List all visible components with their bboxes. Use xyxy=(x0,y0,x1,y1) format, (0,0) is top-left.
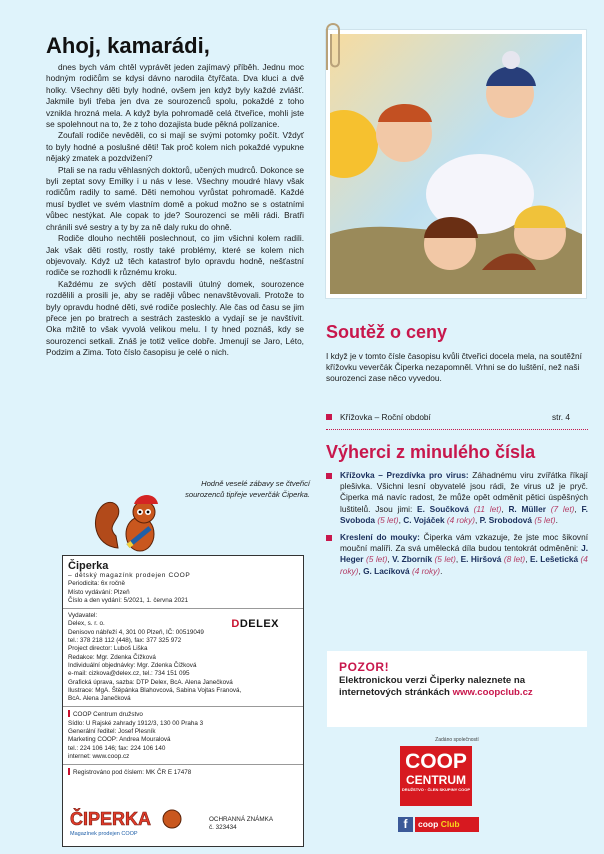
trademark-line: OCHRANNÁ ZNÁMKA xyxy=(209,816,274,823)
logo-tagline: Magazínek prodejen COOP xyxy=(70,831,138,837)
coop-info-line: COOP Centrum družstvo xyxy=(68,710,303,719)
publisher-line: Delex, s. r. o. xyxy=(68,620,105,628)
contest-item xyxy=(326,412,570,422)
story-paragraph: Ptali se na radu věhlasných doktorů, učených mudrců. Dokonce se byli zeptat sovy Emilky i u nás v lese. Všechny moudré hlavy však rodičům radily to samé. Děti nemohou vyrůstat pohromadě. Každé musí bydlet ve svém vlastním domě a pokud možno se s ostatními vůbec nestýkat. Ale copak to jde? Sourozenci se měli rádi. Bratři chránili své sestry a ty by za ně daly ruku do ohně. xyxy=(46,164,304,232)
winner-age: (4 roky) xyxy=(340,554,588,576)
coop-club-logo: coop Club xyxy=(415,817,479,832)
contest-title: Soutěž o ceny xyxy=(326,322,448,342)
winner-name: C. Vojáček xyxy=(403,514,445,525)
contest-page: str. 4 xyxy=(552,412,570,422)
facebook-coopclub-badge[interactable] xyxy=(398,817,476,832)
coop-info-line: Generální ředitel: Josef Plesník xyxy=(68,728,156,736)
story-column xyxy=(46,34,304,359)
winner-name: E. Lešetická xyxy=(529,554,579,565)
winner-age: (7 let) xyxy=(550,503,575,514)
ciperka-logo xyxy=(68,805,186,839)
publisher-line: BcA. Alena Janečková xyxy=(68,695,131,703)
delex-logo-text: DELEX xyxy=(239,618,279,630)
facebook-icon[interactable]: f xyxy=(398,817,413,832)
story-text xyxy=(46,62,304,359)
winner-age: (5 let) xyxy=(365,554,388,565)
imprint-line: Číslo a den vydání: 5/2021, 1. června 2021 xyxy=(68,596,189,604)
winner-name: E. Součková xyxy=(417,503,469,514)
story-title: Ahoj, kamarádi, xyxy=(46,33,210,58)
imprint-line: Místo vydávání: Plzeň xyxy=(68,588,130,596)
coop-tagline: DRUŽSTVO · ČLEN SKUPINY COOP xyxy=(401,787,471,792)
coop-info-line: internet: www.coop.cz xyxy=(68,752,130,760)
publisher-line: Project director: Luboš Liška xyxy=(68,645,148,653)
winner-age: (5 let) xyxy=(434,554,456,565)
contest-item-label: Křížovka – Roční období xyxy=(340,412,431,422)
trademark xyxy=(209,816,273,832)
imprint-brand: Čiperka xyxy=(68,560,109,572)
story-paragraph: dnes bych vám chtěl vyprávět jeden zajímavý příběh. Jednu moc hodným rodičům se kdysi dávno narodila čtyřčata. Dva kluci a dvě holky. Všechny děti byly hodné, ovšem jen když byly každé zvlášť. Jakmile byli třeba jen dva ze sourozenců spolu, pokaždé z toho vznikla hrozná mela. A když byla pohromadě celá čtveřice, mohli jste se spolehnout na to, že z toho dozajista bude pěkná polízanice. xyxy=(46,62,304,130)
divider xyxy=(63,706,303,707)
publisher-line: Ilustrace: MgA. Štěpánka Blahovcová, Sabina Vojtas Franová, xyxy=(68,686,242,694)
winners-heading: Křížovka – Prezdívka pro virus: xyxy=(340,470,469,480)
winner-age: (4 roky) xyxy=(411,565,441,576)
publisher-line: e-mail: cizkova@delex.cz, tel.: 734 151 095 xyxy=(68,670,190,678)
winner-name: G. Lacíková xyxy=(363,565,410,576)
imprint-line: Periodicita: 6x ročně xyxy=(68,580,126,588)
publisher-line: tel.: 378 218 112 (448), fax: 377 325 972 xyxy=(68,637,182,645)
winners-title: Výherci z minulého čísla xyxy=(326,442,536,462)
logo-wordmark: ČIPERKA xyxy=(70,809,152,829)
coop-logo-text: COOP xyxy=(405,750,467,773)
winner-age: (5 let) xyxy=(534,514,556,525)
winners-text: Čiperka vám vzkazuje, že jste moc šikovní mouční malíři. Za svá umělecká díla budou tentokrát odměněni: xyxy=(340,532,589,554)
story-caption: Hodně veselé zábavy se čtveřicí sourozenců tipřeje veverčák Čiperka. xyxy=(185,479,310,499)
winners-item: Křížovka – Prezdívka pro virus: Záhadnému viru zvířátka říkají plešivka. Všichni lesní obyvatelé jsou rádi, že virus už je pryč. Čiperka má navíc radost, že může opět odměnit pětici úspěšných luštitelů. Jsou jimi: E. Součková (11 let), R. Müller (7 let), F. Svoboda (5 let), C. Vojáček (4 roky), P. Srobodová (5 let). xyxy=(326,470,588,526)
winner-age: (4 roky) xyxy=(446,514,475,525)
publisher-line: Individuální objednávky: Mgr. Zdenka Čížková xyxy=(68,661,197,669)
bullet xyxy=(326,535,332,541)
imprint-subtitle: – dětský magazínk prodejen COOP xyxy=(68,572,191,579)
trademark-line: č. 323434 xyxy=(209,824,237,831)
winner-name: E. Hiršová xyxy=(460,554,502,565)
divider xyxy=(63,764,303,765)
publisher-line: Vydavatel: xyxy=(68,612,98,620)
winner-age: (5 let) xyxy=(377,514,399,525)
publisher-line: Redakce: Mgr. Zdenka Čížková xyxy=(68,653,156,661)
winners-text: Záhadnému viru zvířátka říkají plešivka. Všichni lesní obyvatelé jsou rádi, že virus už je pryč. Čiperka má navíc radost, že může opět odměnit pětici úspěšných luštitelů. Jsou jimi: xyxy=(340,470,588,514)
winner-age: (11 let) xyxy=(473,503,502,514)
divider xyxy=(63,608,303,609)
publisher-line: Grafická úprava, sazba: DTP Delex, BcA. Alena Janečková xyxy=(68,678,233,686)
bullet xyxy=(326,414,332,420)
coop-info-line: Marketing COOP: Andrea Mouralová xyxy=(68,736,171,744)
seasons-illustration xyxy=(330,34,582,294)
bullet xyxy=(326,473,332,479)
imprint-box xyxy=(62,555,304,847)
winner-name: P. Srobodová xyxy=(479,514,533,525)
story-paragraph: Rodiče dlouho nechtěli poslechnout, co jim všichni kolem radili. Jak však děti rostly, rostly také problémy, které se kolem nich objevovaly. Když už těch katastrof bylo opravdu hodně, nešťastní rodiče se rozhodli k různému kroku. xyxy=(46,233,304,278)
coopclub-link[interactable]: www.coopclub.cz xyxy=(452,687,533,699)
paperclip-icon xyxy=(319,20,343,74)
notice-box xyxy=(327,651,587,727)
winner-name: F. Svoboda xyxy=(340,503,588,525)
coop-info-line: tel.: 224 106 146; fax: 224 106 140 xyxy=(68,744,166,752)
story-paragraph: Zoufalí rodiče nevěděli, co si mají se svými potomky počít. Vždyť to byly hodné a poslušné děti! Tak proč kolem nich pokaždé vypukne nějaký zmatek a pozdvižení? xyxy=(46,130,304,164)
notice-text: Elektronickou verzi Čiperky naleznete na internetových stránkách www.coopclub.cz xyxy=(339,675,533,699)
contest-text: I když je v tomto čísle časopisu kvůli čtveřici docela mela, na soutěžní křížovku veverčák Čiperka nezapomněl. Vrhni se do luštění, než naši sourozenci zase něco vyvedou. xyxy=(326,351,582,384)
winner-name: R. Müller xyxy=(508,503,546,514)
publisher-line: Denisovo nábřeží 4, 301 00 Plzeň, IČ: 00519049 xyxy=(68,628,204,636)
winners-item: Kreslení do mouky: Čiperka vám vzkazuje, že jste moc šikovní mouční malíři. Za svá umělecká díla budou tentokrát odměněni: J. Heger (5 let), V. Zborník (5 let), E. Hiršová (8 let), E. Lešetická (4 roky), G. Lacíková (4 roky). xyxy=(326,532,588,577)
delex-logo: DDELEX xyxy=(231,618,279,630)
coop-info-block xyxy=(68,710,303,761)
coop-centrum-logo xyxy=(400,746,472,806)
winners-list xyxy=(326,470,588,583)
dotted-divider xyxy=(326,429,588,430)
winners-heading: Kreslení do mouky: xyxy=(340,532,420,543)
squirrel-mascot-illustration xyxy=(88,488,178,560)
coop-info-line: Sídlo: U Rajské zahrady 1912/3, 130 00 Praha 3 xyxy=(68,719,204,727)
registration: Registrováno pod číslem: MK ČR E 17478 xyxy=(68,768,303,777)
sponsor-label: Zadáno společností xyxy=(435,737,479,743)
winner-name: V. Zborník xyxy=(392,554,433,565)
winner-age: (8 let) xyxy=(503,554,526,565)
centrum-logo-text: CENTRUM xyxy=(406,773,466,787)
winner-name: J. Heger xyxy=(340,543,588,565)
story-paragraph: Každému ze svých dětí postavili útulný domek, sourozence rozdělili a prosili je, aby se raději vůbec nenavštěvovali. Protože to byly opravdu hodné děti, své rodiče poslechly. Ale čas od času se jim přece jen po bratrech a sestrách zastesklo a vydají se je navštívit. Oka mžitě to však vyvolá velikou melu. I ty hned poznáš, kdy se sourozenci setkali. Znáš je totiž velice dobře. Jmenují se Jaro, Léto, Podzim a Zima. Toto číslo časopisu je celé o nich. xyxy=(46,278,304,358)
notice-title: POZOR! xyxy=(339,660,390,674)
